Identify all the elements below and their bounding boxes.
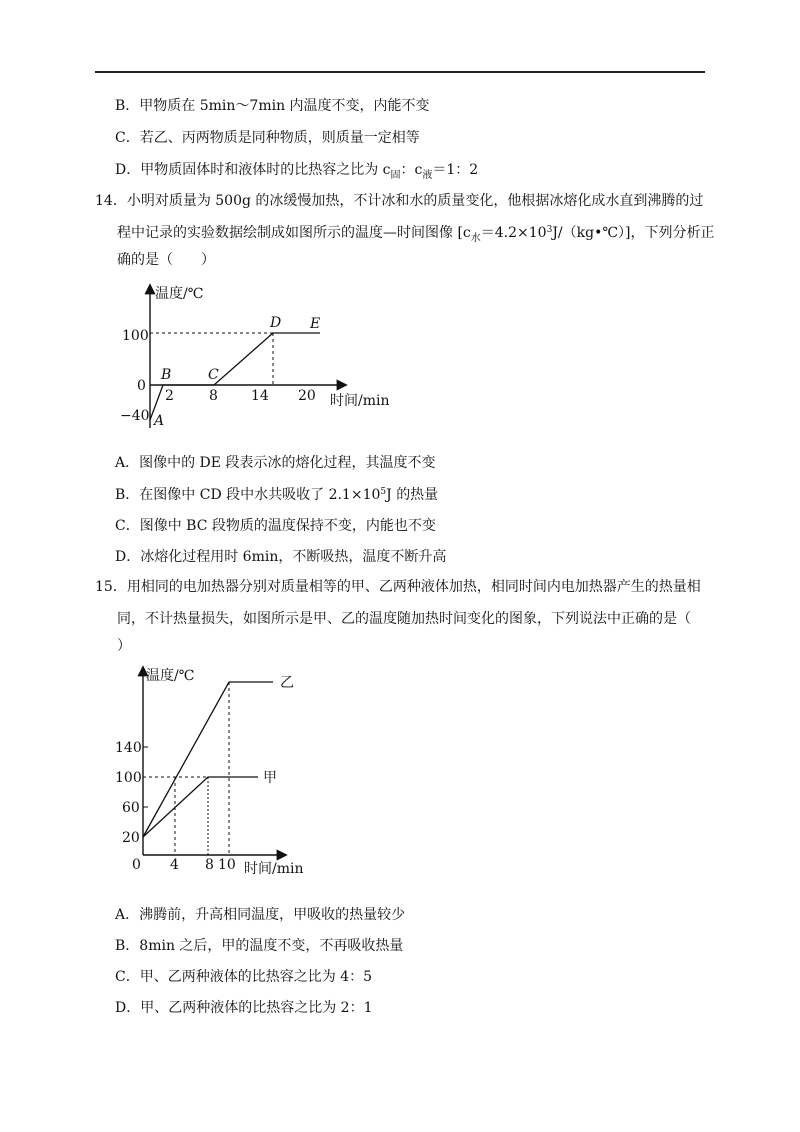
x-tick-20: 20 (298, 388, 316, 404)
q14-stem-line2: 程中记录的实验数据绘制成如图所示的温度—时间图像 $[c_水=4.2\times 10^3J/(kg•℃)]$，下列分析正 (117, 225, 715, 244)
point-e: E (310, 316, 321, 332)
q15-temperature-graph (110, 660, 350, 880)
q14-option-b[interactable]: B．在图像中 CD 段中水共吸收了 $2.1\times 10^5J$ 的热量 (115, 487, 439, 503)
q14-temperature-graph (120, 278, 410, 433)
point-d: D (270, 315, 282, 331)
header-rule (95, 71, 705, 73)
q14-stem-line1: 14．小明对质量为 500g 的冰缓慢加热，不计冰和水的质量变化，他根据冰熔化成水直到沸腾的过 (95, 193, 704, 209)
q15-stem-line3: ） (117, 638, 131, 654)
x-axis-label: 时间/min (330, 393, 390, 409)
q14-option-a[interactable]: A．图像中的 DE 段表示冰的熔化过程，其温度不变 (115, 455, 436, 471)
x-axis-label: 时间/min (244, 861, 304, 877)
q13-option-c[interactable]: C．若乙、丙两物质是同种物质，则质量一定相等 (115, 130, 420, 146)
y-tick-0: 0 (137, 378, 146, 394)
q15-option-a[interactable]: A．沸腾前，升高相同温度，甲吸收的热量较少 (115, 907, 406, 923)
x-tick-2: 2 (165, 388, 174, 404)
q13-option-d[interactable]: D．甲物质固体时和液体时的比热容之比为 $c_固$：$c_液=1$：2 (115, 162, 479, 181)
y-axis-label: 温度/℃ (155, 286, 204, 302)
y-tick-100: 100 (115, 770, 142, 786)
y-tick-20: 20 (122, 830, 140, 846)
x-tick-10: 10 (218, 857, 236, 873)
q13-option-b[interactable]: B．甲物质在 5min～7min 内温度不变，内能不变 (115, 98, 430, 114)
q15-option-b[interactable]: B．8min 之后，甲的温度不变，不再吸收热量 (115, 938, 404, 954)
x-tick-14: 14 (251, 388, 269, 404)
series-yi-label: 乙 (280, 675, 294, 691)
y-tick-140: 140 (115, 740, 142, 756)
q15-option-d[interactable]: D．甲、乙两种液体的比热容之比为 2：1 (115, 1000, 373, 1016)
y-tick-neg40: −40 (120, 408, 150, 424)
series-jia-label: 甲 (263, 770, 277, 786)
x-tick-0: 0 (132, 857, 141, 873)
y-axis-label: 温度/℃ (146, 668, 195, 684)
point-b: B (161, 367, 172, 383)
q15-stem-line2: 同，不计热量损失，如图所示是甲、乙的温度随加热时间变化的图象，下列说法中正确的是（ (117, 611, 691, 627)
y-tick-60: 60 (122, 800, 140, 816)
x-tick-8: 8 (205, 857, 214, 873)
x-tick-4: 4 (170, 857, 179, 873)
q15-option-c[interactable]: C．甲、乙两种液体的比热容之比为 4：5 (115, 969, 372, 985)
q14-option-c[interactable]: C．图像中 BC 段物质的温度保持不变，内能也不变 (115, 518, 436, 534)
temperature-line (150, 333, 320, 420)
point-a: A (154, 413, 165, 429)
x-tick-8: 8 (209, 388, 218, 404)
y-tick-100: 100 (122, 328, 149, 344)
q15-stem-line1: 15．用相同的电加热器分别对质量相等的甲、乙两种液体加热，相同时间内电加热器产生的热量相 (95, 579, 701, 595)
point-c: C (208, 367, 219, 383)
q14-stem-line3: 确的是（ ） (117, 252, 215, 268)
q14-option-d[interactable]: D．冰熔化过程用时 6min，不断吸热，温度不断升高 (115, 549, 447, 565)
